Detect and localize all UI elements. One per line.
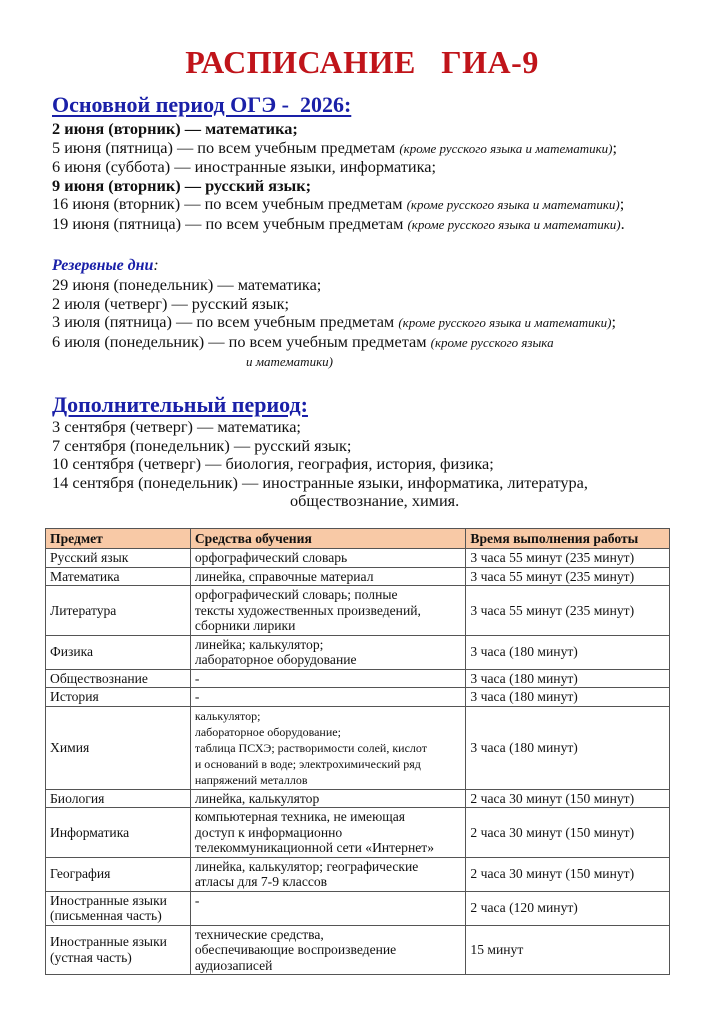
schedule-line: [52, 195, 702, 215]
schedule-line: [52, 313, 702, 333]
tools-line: линейка, справочные материал: [194, 568, 374, 584]
tools-line: линейка, калькулятор; географические: [194, 858, 419, 874]
schedule-line: [52, 177, 702, 196]
cell-time: 3 часа (180 минут): [466, 706, 670, 789]
exam-requirements-table: [45, 528, 670, 975]
subject-line: Информатика: [50, 824, 130, 840]
cell-subject: [46, 808, 191, 858]
schedule-tail: .: [620, 213, 625, 233]
schedule-text: 10 сентября (четверг) — биология, география, история, физика;: [52, 454, 494, 474]
cell-time: 2 часа (120 минут): [466, 891, 670, 925]
subject-line: Биология: [50, 790, 105, 806]
cell-subject: [46, 706, 191, 789]
table-row: [46, 789, 670, 808]
additional-period-list: [52, 418, 702, 511]
schedule-line: [52, 333, 702, 353]
subject-line: Русский язык: [50, 550, 129, 565]
schedule-text: 9 июня (вторник) — русский язык;: [52, 175, 312, 195]
tools-line: компьютерная техника, не имеющая: [194, 809, 405, 824]
cell-time: 2 часа 30 минут (150 минут): [466, 789, 670, 808]
schedule-note: и математики): [246, 354, 333, 370]
schedule-note: (кроме русского языка и математики): [399, 140, 613, 156]
schedule-note: (кроме русского языка и математики): [398, 315, 612, 331]
table-row: [46, 567, 670, 586]
cell-subject: [46, 789, 191, 808]
cell-tools: [190, 567, 466, 586]
tools-line: аудиозаписей: [194, 957, 273, 973]
schedule-line: [52, 418, 702, 437]
tools-line: -: [194, 892, 200, 908]
cell-time: 3 часа 55 минут (235 минут): [466, 586, 670, 636]
cell-subject: [46, 891, 191, 925]
cell-subject: [46, 669, 191, 688]
schedule-text: 6 июня (суббота) — иностранные языки, информатика;: [52, 157, 437, 177]
tools-line: атласы для 7-9 классов: [194, 874, 328, 889]
cell-time: 3 часа (180 минут): [466, 688, 670, 707]
tools-line: и оснований в воде; электрохимический ряд: [194, 756, 421, 771]
tools-line: обеспечивающие воспроизведение: [194, 942, 397, 957]
table-row: [46, 925, 670, 975]
schedule-text: 16 июня (вторник) — по всем учебным предметам: [52, 194, 407, 214]
subject-line: История: [50, 689, 99, 704]
table-row: [46, 706, 670, 789]
tools-line: сборники лирики: [194, 618, 296, 633]
cell-tools: [190, 669, 466, 688]
schedule-text: 6 июля (понедельник) — по всем учебным предметам: [52, 331, 431, 351]
schedule-line: [52, 158, 702, 177]
tools-line: калькулятор;: [194, 708, 261, 723]
tools-line: -: [194, 670, 200, 686]
tools-line: телекоммуникационной сети «Интернет»: [194, 840, 435, 855]
tools-line: -: [194, 689, 200, 704]
cell-time: 3 часа (180 минут): [466, 635, 670, 669]
subject-line: Физика: [50, 644, 94, 660]
schedule-tail: ;: [611, 312, 617, 332]
schedule-note: (кроме русского языка: [430, 334, 554, 350]
schedule-text: 19 июня (пятница) — по всем учебным предметам: [52, 213, 408, 233]
column-header-tools: Средства обучения: [190, 529, 466, 549]
schedule-note-continuation: [52, 352, 702, 372]
table-row: [46, 808, 670, 858]
tools-line: орфографический словарь: [194, 550, 348, 565]
schedule-text: 3 сентября (четверг) — математика;: [52, 417, 301, 436]
table-row: [46, 669, 670, 688]
table-row: [46, 635, 670, 669]
subject-line: Обществознание: [50, 670, 148, 686]
schedule-line: [52, 276, 702, 295]
cell-tools: [190, 706, 466, 789]
main-period-section: [52, 92, 702, 235]
tools-line: линейка, калькулятор: [194, 790, 320, 806]
table-row: [46, 688, 670, 707]
subject-line: (устная часть): [50, 949, 132, 965]
tools-line: лабораторное оборудование;: [194, 724, 341, 739]
schedule-text: 2 июля (четверг) — русский язык;: [52, 293, 290, 313]
cell-time: 2 часа 30 минут (150 минут): [466, 857, 670, 891]
table-row: [46, 891, 670, 925]
subject-line: География: [50, 866, 111, 882]
cell-subject: [46, 688, 191, 707]
schedule-text: 2 июня (вторник) — математика;: [52, 119, 298, 138]
cell-tools: [190, 808, 466, 858]
schedule-text: 7 сентября (понедельник) — русский язык;: [52, 435, 352, 455]
schedule-line: [52, 120, 702, 139]
reserve-days-heading: [52, 256, 702, 276]
schedule-line: [52, 139, 702, 159]
column-header-subject: Предмет: [46, 529, 191, 549]
schedule-line: [52, 474, 702, 493]
schedule-text: 29 июня (понедельник) — математика;: [52, 275, 322, 294]
reserve-days-section: [52, 256, 702, 372]
schedule-line: [52, 437, 702, 456]
tools-line: орфографический словарь; полные: [194, 587, 398, 602]
schedule-text: 3 июля (пятница) — по всем учебным предметам: [52, 312, 399, 332]
subject-line: Математика: [50, 568, 120, 584]
cell-tools: [190, 789, 466, 808]
cell-subject: [46, 635, 191, 669]
cell-time: 3 часа 55 минут (235 минут): [466, 549, 670, 568]
cell-subject: [46, 549, 191, 568]
schedule-continuation: обществознание, химия.: [290, 491, 460, 511]
additional-period-section: [52, 392, 702, 511]
cell-time: 3 часа (180 минут): [466, 669, 670, 688]
reserve-days-list: [52, 276, 702, 372]
schedule-note: (кроме русского языка и математики): [407, 216, 621, 232]
cell-tools: [190, 549, 466, 568]
subject-line: Иностранные языки: [50, 892, 167, 908]
subject-line: Химия: [50, 739, 90, 755]
tools-line: напряжений металлов: [194, 772, 308, 787]
cell-tools: [190, 586, 466, 636]
main-period-list: [52, 120, 702, 235]
tools-line: линейка; калькулятор;: [194, 636, 324, 652]
cell-tools: [190, 635, 466, 669]
schedule-line: [52, 455, 702, 474]
tools-line: таблица ПСХЭ; растворимости солей, кислот: [194, 740, 428, 755]
schedule-tail: ;: [612, 137, 618, 157]
cell-subject: [46, 857, 191, 891]
cell-time: 2 часа 30 минут (150 минут): [466, 808, 670, 858]
tools-line: лабораторное оборудование: [194, 652, 357, 667]
cell-subject: [46, 567, 191, 586]
reserve-days-heading-text: Резервные дни: [52, 257, 154, 274]
subject-line: (письменная часть): [50, 908, 162, 923]
tools-line: тексты художественных произведений,: [194, 602, 421, 618]
cell-tools: [190, 925, 466, 975]
cell-tools: [190, 891, 466, 925]
cell-time: 3 часа 55 минут (235 минут): [466, 567, 670, 586]
main-period-heading: Основной период ОГЭ - 2026:: [52, 92, 352, 117]
schedule-note: (кроме русского языка и математики): [406, 197, 620, 213]
cell-subject: [46, 586, 191, 636]
reserve-days-heading-colon: :: [153, 257, 159, 274]
table-row: [46, 549, 670, 568]
column-header-time: Время выполнения работы: [466, 529, 670, 549]
page-title: РАСПИСАНИЕ ГИА-9: [185, 44, 539, 80]
additional-period-heading: Дополнительный период:: [52, 392, 308, 417]
subject-line: Иностранные языки: [50, 934, 167, 950]
schedule-text: 5 июня (пятница) — по всем учебным предметам: [52, 137, 400, 157]
tools-line: технические средства,: [194, 926, 324, 942]
table-row: [46, 586, 670, 636]
cell-time: 15 минут: [466, 925, 670, 975]
table-row: [46, 857, 670, 891]
subject-line: Литература: [50, 602, 117, 618]
cell-tools: [190, 688, 466, 707]
schedule-tail: ;: [619, 194, 625, 214]
schedule-text: 14 сентября (понедельник) — иностранные языки, информатика, литература,: [52, 472, 588, 492]
schedule-line: [52, 215, 702, 235]
table-header-row: [46, 529, 670, 549]
schedule-line: [52, 295, 702, 314]
tools-line: доступ к информационно: [194, 824, 343, 840]
cell-tools: [190, 857, 466, 891]
cell-subject: [46, 925, 191, 975]
